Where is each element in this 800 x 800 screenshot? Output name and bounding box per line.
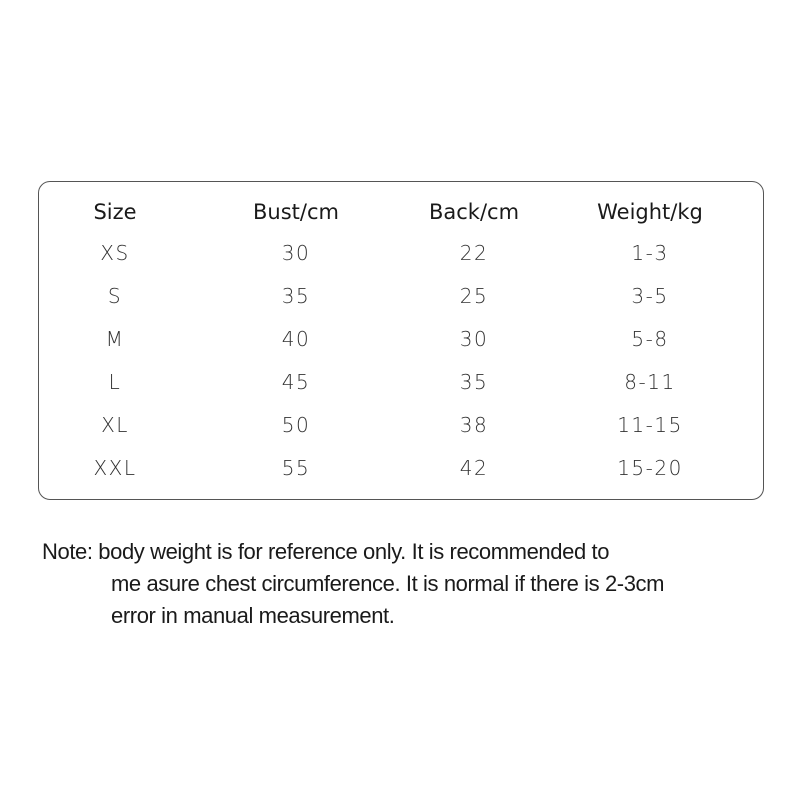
header-back: Back/cm xyxy=(428,200,520,224)
cell-weight: 11-15 xyxy=(617,413,683,437)
cell-bust: 35 xyxy=(281,284,311,308)
cell-size: XL xyxy=(101,413,129,437)
cell-weight: 3-5 xyxy=(631,284,669,308)
note-line-3: error in manual measurement. xyxy=(111,603,395,628)
header-bust: Bust/cm xyxy=(253,200,339,224)
cell-bust: 30 xyxy=(281,241,311,265)
note-line-1: Note: body weight is for reference only. It is recommended to xyxy=(42,539,610,564)
cell-size: M xyxy=(105,327,125,351)
cell-back: 30 xyxy=(459,327,489,351)
header-weight: Weight/kg xyxy=(597,200,703,224)
cell-bust: 50 xyxy=(281,413,311,437)
header-size: Size xyxy=(93,200,137,224)
cell-size: XXL xyxy=(93,456,137,480)
cell-weight: 5-8 xyxy=(631,327,669,351)
cell-weight: 1-3 xyxy=(631,241,669,265)
cell-back: 42 xyxy=(459,456,489,480)
cell-size: S xyxy=(107,284,123,308)
cell-size: L xyxy=(108,370,122,394)
cell-size: XS xyxy=(100,241,130,265)
cell-bust: 40 xyxy=(281,327,311,351)
cell-bust: 55 xyxy=(281,456,311,480)
cell-back: 25 xyxy=(459,284,489,308)
cell-weight: 15-20 xyxy=(617,456,683,480)
cell-bust: 45 xyxy=(281,370,311,394)
note-line-2: me asure chest circumference. It is normal if there is 2-3cm xyxy=(111,571,665,596)
cell-back: 35 xyxy=(459,370,489,394)
cell-weight: 8-11 xyxy=(624,370,676,394)
cell-back: 22 xyxy=(459,241,489,265)
cell-back: 38 xyxy=(459,413,489,437)
measurement-note xyxy=(42,536,772,632)
